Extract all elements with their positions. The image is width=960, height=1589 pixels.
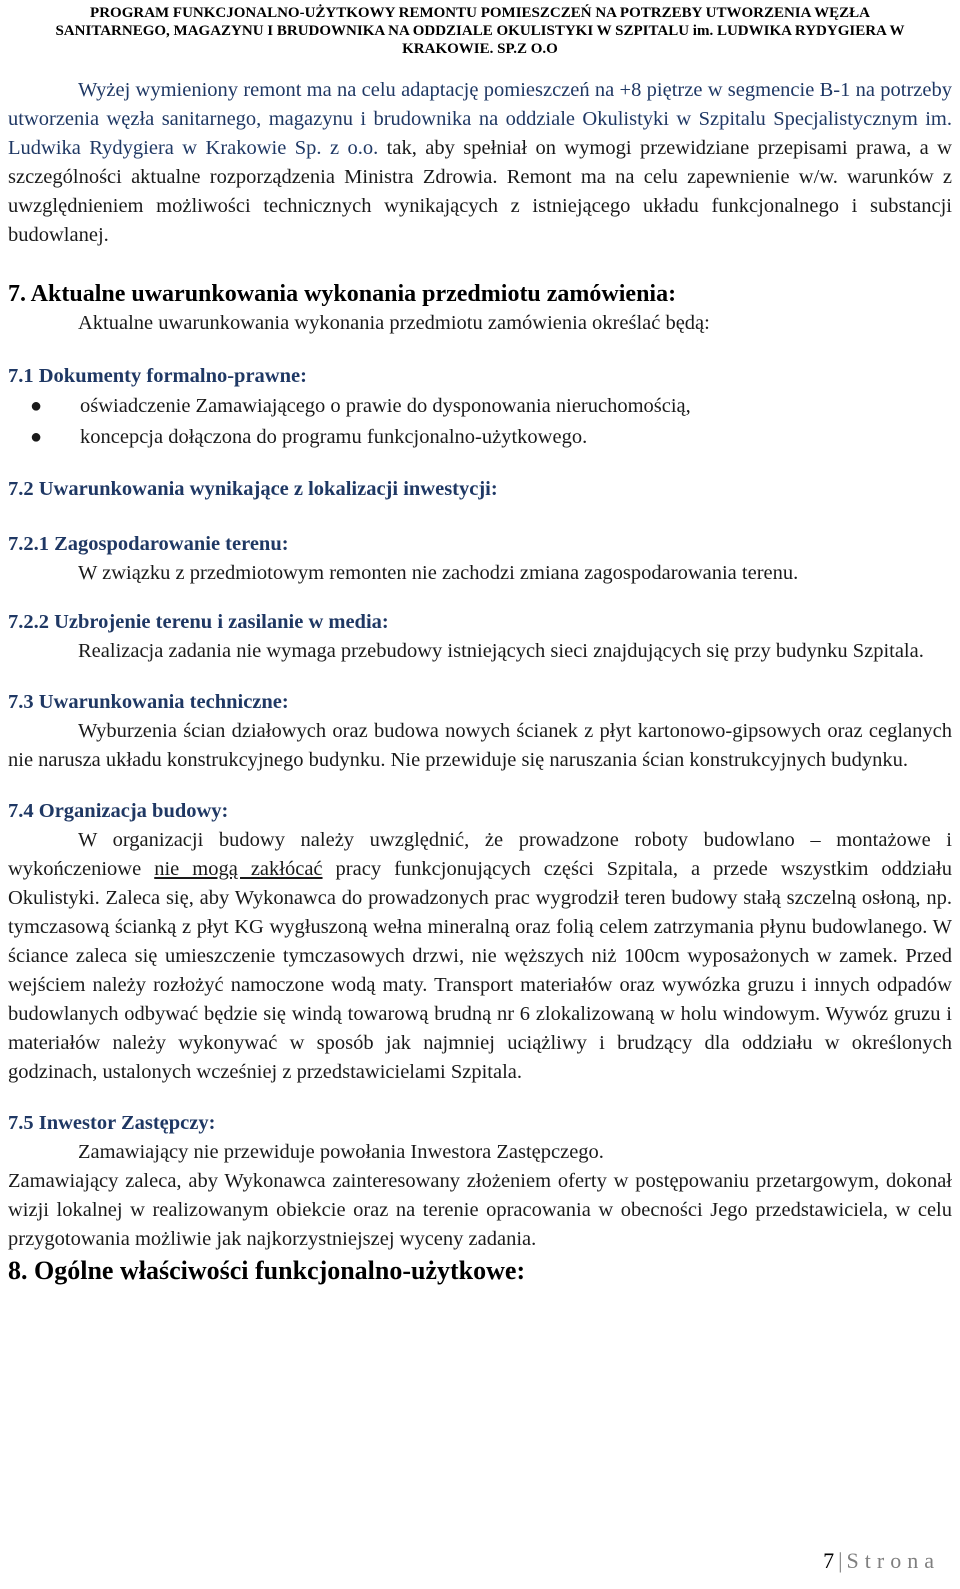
section-7-1-heading: 7.1 Dokumenty formalno-prawne: xyxy=(8,365,307,387)
page-content xyxy=(8,76,952,1288)
section-7-5-text-1: Zamawiający nie przewiduje powołania Inwestora Zastępczego. xyxy=(78,1141,604,1163)
section-7-4-underlined: nie mogą zakłócać xyxy=(154,858,323,880)
list-item xyxy=(8,422,952,453)
intro-text: tak, aby spełniał on wymogi przewidziane przepisami prawa, a w szczególności aktualne rozporządzenia Ministra Zdrowia. Remont ma na celu zapewnienie w/w. warunków z uwzględnieniem możliwości technicznych wynikających z istniejącego układu funkcjonalnego i substancji budowlanej. xyxy=(8,137,952,246)
section-7-4-heading: 7.4 Organizacja budowy: xyxy=(8,800,229,822)
bullet-icon: ● xyxy=(30,395,43,417)
section-7-2-1-heading: 7.2.1 Zagospodarowanie terenu: xyxy=(8,533,289,555)
section-7-2-2-text: Realizacja zadania nie wymaga przebudowy istniejących sieci znajdujących się przy budynku Szpitala. xyxy=(78,640,924,662)
list-item xyxy=(8,391,952,422)
page-header xyxy=(0,4,960,58)
section-7-2-1-text: W związku z przedmiotowym remonten nie zachodzi zmiana zagospodarowania terenu. xyxy=(78,562,799,584)
section-7-text: Aktualne uwarunkowania wykonania przedmiotu zamówienia określać będą: xyxy=(78,312,710,334)
section-7-1-list xyxy=(8,391,952,453)
bullet-icon: ● xyxy=(30,426,43,448)
footer-separator: | xyxy=(838,1548,843,1573)
section-7-3-text-content: Wyburzenia ścian działowych oraz budowa nowych ścianek z płyt kartonowo-gipsowych oraz ceglanych nie narusza układu konstrukcyjnego budynku. Nie przewiduje się naruszania ścian konstrukcyjnych budynku. xyxy=(8,720,952,771)
intro-text-blue: Wyżej wymieniony remont ma na celu adaptację pomieszczeń na +8 piętrze w segmencie B-1 na potrzeby utworzenia węzła sanitarnego, magazynu i brudownika na oddziale Okulistyki w Szpitalu Specjalistycznym im. Ludwika Rydygiera w Krakowie Sp. z o.o. xyxy=(8,79,952,159)
section-7-3-text xyxy=(8,717,952,775)
intro-paragraph xyxy=(8,76,952,250)
header-line-3: KRAKOWIE. SP.Z O.O xyxy=(402,41,558,57)
header-line-2: SANITARNEGO, MAGAZYNU I BRUDOWNIKA NA ODDZIALE OKULISTYKI W SZPITALU im. LUDWIKA RYDYGIERA W xyxy=(55,23,905,39)
section-7-3-heading: 7.3 Uwarunkowania techniczne: xyxy=(8,691,289,713)
section-7-4-text xyxy=(8,826,952,1087)
section-7-2-heading: 7.2 Uwarunkowania wynikające z lokalizacji inwestycji: xyxy=(8,478,498,500)
page-footer xyxy=(823,1548,940,1574)
footer-page-label: Strona xyxy=(846,1548,940,1573)
section-7-5-text-2: Zamawiający zaleca, aby Wykonawca zainteresowany złożeniem oferty w postępowaniu przetargowym, dokonał wizji lokalnej w realizowanym obiekcie oraz na terenie opracowania w obecności Jego przedstawiciela, w celu przygotowania możliwie jak najkorzystniejszej wyceny zadania. xyxy=(8,1170,952,1250)
list-item-text: oświadczenie Zamawiającego o prawie do dysponowania nieruchomością, xyxy=(80,395,691,417)
section-8-heading: 8. Ogólne właściwości funkcjonalno-użytkowe: xyxy=(8,1256,526,1285)
page-number: 7 xyxy=(823,1548,835,1573)
section-7-heading: 7. Aktualne uwarunkowania wykonania przedmiotu zamówienia: xyxy=(8,281,677,307)
section-7-4-text-a: W organizacji budowy należy uwzględnić, że prowadzone roboty budowlano – montażowe i wykończeniowe xyxy=(8,829,952,880)
section-7-5-heading: 7.5 Inwestor Zastępczy: xyxy=(8,1112,216,1134)
list-item-text: koncepcja dołączona do programu funkcjonalno-użytkowego. xyxy=(80,426,588,448)
section-7-4-text-b: pracy funkcjonujących części Szpitala, a przede wszystkim oddziału Okulistyki. Zaleca się, aby Wykonawca do prowadzonych prac wygrodził teren budowy stałą szczelną osłoną, np. tymczasową ścianką z płyt KG wygłuszoną wełna mineralną oraz folią celem zatrzymania płynu budowlanego. W ściance zaleca się umieszczenie tymczasowych drzwi, nie węższych niż 100cm wyposażonych w zamek. Przed wejściem należy rozłożyć namoczone wodą maty. Transport materiałów oraz wywózka gruzu i innych odpadów budowlanych odbywać będzie się windą towarową brudną nr 6 zlokalizowaną w holu windowym. Wywóz gruzu i materiałów należy wykonywać w sposób jak najmniej uciążliwy i brudzący dla oddziału w określonych godzinach, ustalonych wcześniej z przedstawicielami Szpitala. xyxy=(8,858,953,1083)
section-7-2-2-heading: 7.2.2 Uzbrojenie terenu i zasilanie w media: xyxy=(8,611,389,633)
header-line-1: PROGRAM FUNKCJONALNO-UŻYTKOWY REMONTU POMIESZCZEŃ NA POTRZEBY UTWORZENIA WĘZŁA xyxy=(90,5,870,21)
